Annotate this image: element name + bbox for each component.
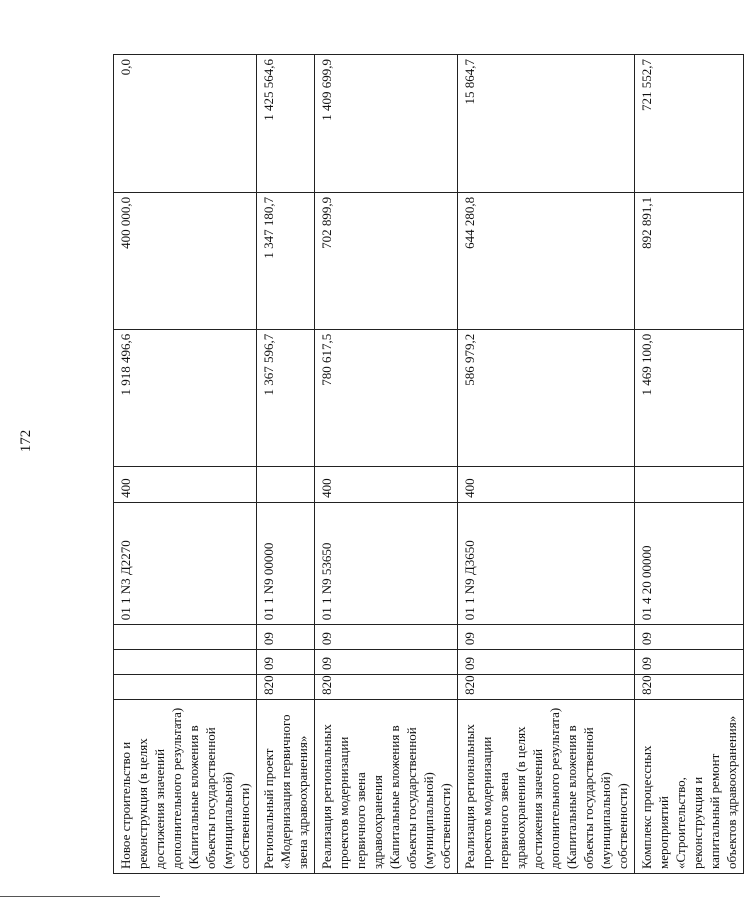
row-vr: 400 bbox=[315, 466, 458, 502]
page-number: 172 bbox=[18, 429, 34, 453]
row-rz: 09 bbox=[257, 650, 315, 675]
table-row bbox=[315, 55, 458, 874]
row-grbs bbox=[114, 674, 257, 699]
row-csr: 01 1 N3 Д2270 bbox=[114, 502, 257, 624]
row-grbs: 820 bbox=[458, 674, 635, 699]
budget-table-rotated bbox=[113, 54, 739, 874]
row-sum3: 1 425 564,6 bbox=[257, 55, 315, 193]
row-csr: 01 1 N9 00000 bbox=[257, 502, 315, 624]
row-sum2: 644 280,8 bbox=[458, 192, 635, 329]
row-name: Региональный проект «Модернизация первичного звена здравоохранения» bbox=[257, 699, 315, 873]
row-sum1: 586 979,2 bbox=[458, 329, 635, 466]
row-sum1: 1 367 596,7 bbox=[257, 329, 315, 466]
footnote-divider bbox=[0, 896, 160, 897]
row-vr bbox=[635, 466, 744, 502]
table-row bbox=[635, 55, 744, 874]
budget-table bbox=[113, 54, 744, 874]
row-sum3: 0,0 bbox=[114, 55, 257, 193]
row-sum1: 1 469 100,0 bbox=[635, 329, 744, 466]
row-vr bbox=[257, 466, 315, 502]
row-pr: 09 bbox=[458, 625, 635, 650]
row-grbs: 820 bbox=[257, 674, 315, 699]
row-name: Новое строительство и реконструкция (в целях достижения значений дополнительного результата) (Капитальные вложения в объекты государственной (муниципальной) собственности) bbox=[114, 699, 257, 873]
row-sum2: 702 899,9 bbox=[315, 192, 458, 329]
row-pr: 09 bbox=[315, 625, 458, 650]
table-row bbox=[257, 55, 315, 874]
row-rz bbox=[114, 650, 257, 675]
row-sum2: 400 000,0 bbox=[114, 192, 257, 329]
row-pr: 09 bbox=[257, 625, 315, 650]
row-pr: 09 bbox=[635, 625, 744, 650]
row-name: Комплекс процессных мероприятий «Строительство, реконструкция и капитальный ремонт объектов здравоохранения» bbox=[635, 699, 744, 873]
row-sum2: 892 891,1 bbox=[635, 192, 744, 329]
row-name: Реализация региональных проектов модернизации первичного звена здравоохранения (Капитальные вложения в объекты государственной (муниципальной) собственности) bbox=[315, 699, 458, 873]
row-sum1: 780 617,5 bbox=[315, 329, 458, 466]
row-csr: 01 4 20 00000 bbox=[635, 502, 744, 624]
row-sum1: 1 918 496,6 bbox=[114, 329, 257, 466]
row-grbs: 820 bbox=[315, 674, 458, 699]
table-row bbox=[458, 55, 635, 874]
table-row bbox=[114, 55, 257, 874]
row-rz: 09 bbox=[458, 650, 635, 675]
row-csr: 01 1 N9 53650 bbox=[315, 502, 458, 624]
row-sum3: 15 864,7 bbox=[458, 55, 635, 193]
row-sum3: 1 409 699,9 bbox=[315, 55, 458, 193]
row-sum3: 721 552,7 bbox=[635, 55, 744, 193]
row-rz: 09 bbox=[315, 650, 458, 675]
row-vr: 400 bbox=[458, 466, 635, 502]
row-pr bbox=[114, 625, 257, 650]
row-vr: 400 bbox=[114, 466, 257, 502]
row-name: Реализация региональных проектов модернизации первичного звена здравоохранения (в целях достижения значений дополнительного результата) (Капитальные вложения в объекты государственной (муниципальной) собственности) bbox=[458, 699, 635, 873]
row-sum2: 1 347 180,7 bbox=[257, 192, 315, 329]
row-csr: 01 1 N9 Д3650 bbox=[458, 502, 635, 624]
row-rz: 09 bbox=[635, 650, 744, 675]
row-grbs: 820 bbox=[635, 674, 744, 699]
